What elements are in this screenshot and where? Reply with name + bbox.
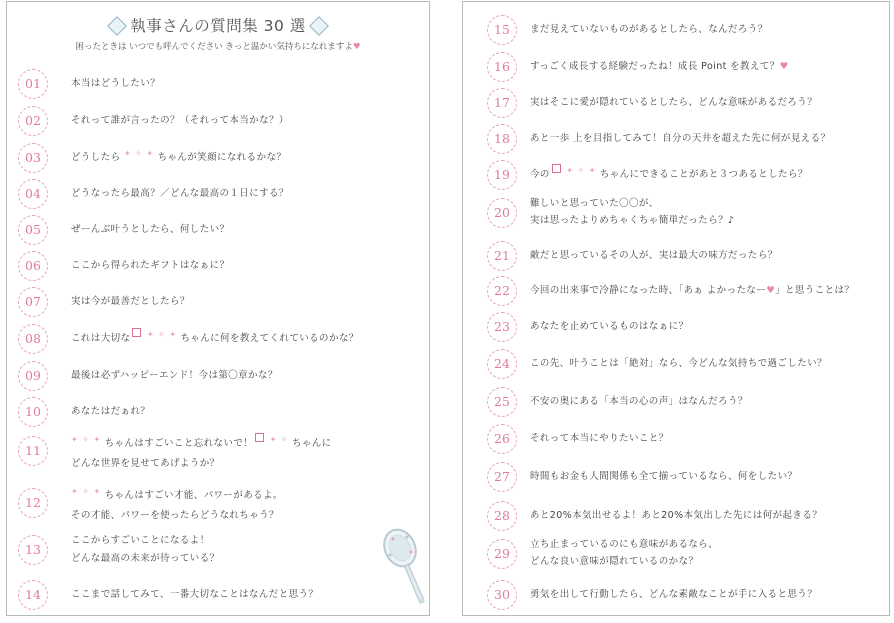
question-text-line2: どんな最高の未来が待っている？ — [71, 553, 220, 564]
question-text-post: ちゃんに — [291, 438, 332, 449]
question-text: あと一歩 上を目指してみて！自分の天井を超えた先に何が見える？ — [530, 133, 831, 144]
question-text-line1: 難しいと思っていた〇〇が、 — [530, 198, 659, 209]
question-text-pre: ちゃんはすごいこと忘れないで！ — [104, 438, 254, 449]
question-number: 12 — [18, 488, 48, 518]
gift-icon — [552, 164, 561, 173]
question-text: ここから得られたギフトはなぁに？ — [71, 260, 230, 271]
question-text: 実は今が最善だとしたら？ — [71, 296, 190, 307]
question-number: 01 — [18, 69, 48, 99]
question-text: それって本当にやりたいこと？ — [530, 433, 669, 444]
question-number: 08 — [18, 324, 48, 354]
diamond-icon — [309, 16, 329, 36]
question-text: 勇気を出して行動したら、どんな素敵なことが手に入ると思う？ — [530, 589, 818, 600]
heart-icon: ♥ — [352, 42, 361, 52]
question-number: 29 — [487, 539, 517, 569]
question-number: 25 — [487, 387, 517, 417]
sparkle-icon: ✦ ✧ ✦ — [566, 166, 597, 175]
question-text: ぜーんぶ叶うとしたら、何したい？ — [71, 224, 230, 235]
question-number: 19 — [487, 160, 517, 190]
question-number: 16 — [487, 52, 517, 82]
heart-icon: ♥ — [766, 285, 776, 296]
sparkle-icon: ✦ ✧ — [269, 435, 289, 444]
question-text-line2: 実は思ったよりめちゃくちゃ簡単だったら？♪ — [530, 215, 735, 226]
question-text-post: 」と思うことは？ — [775, 285, 855, 296]
question-text-post: ちゃんが笑顔になれるかな？ — [157, 152, 287, 163]
question-number: 14 — [18, 580, 48, 610]
gift-icon — [255, 433, 264, 442]
question-text: それって誰が言ったの？（それって本当かな？） — [71, 115, 289, 126]
question-text: まだ見えていないものがあるとしたら、なんだろう？ — [530, 24, 768, 35]
question-number: 11 — [18, 436, 48, 466]
question-text-post: ちゃんにできることがあと３つあるとしたら？ — [599, 169, 808, 180]
question-text-main: すっごく成長する経験だったね！成長 Point を教えて？ — [530, 61, 780, 72]
question-text — [71, 488, 283, 504]
question-number: 05 — [18, 215, 48, 245]
question-text-line2: どんな良い意味が隠れているのかな？ — [530, 556, 699, 567]
question-number: 27 — [487, 462, 517, 492]
question-text: 不安の奥にある「本当の心の声」はなんだろう？ — [530, 396, 748, 407]
question-number: 30 — [487, 580, 517, 610]
question-text-line2: どんな世界を見せてあげようか？ — [71, 458, 220, 469]
question-number: 26 — [487, 424, 517, 454]
question-number: 18 — [487, 124, 517, 154]
gift-icon — [132, 328, 141, 337]
question-text — [71, 331, 359, 347]
question-number: 10 — [18, 397, 48, 427]
question-number: 28 — [487, 501, 517, 531]
question-text: あなたはだぁれ？ — [71, 406, 151, 417]
sparkle-icon: ✦ ✧ ✦ — [146, 330, 178, 339]
question-text-post: ちゃんに何を教えてくれているのかな？ — [180, 333, 359, 344]
question-text — [530, 283, 854, 299]
question-text — [530, 59, 789, 75]
question-text-pre: どうしたら — [71, 152, 121, 163]
question-number: 24 — [487, 349, 517, 379]
question-text-line2: その才能、パワーを使ったらどうなれちゃう？ — [71, 510, 279, 521]
question-text-pre: これは大切な — [71, 333, 131, 344]
question-number: 02 — [18, 106, 48, 136]
question-number: 03 — [18, 143, 48, 173]
question-number: 09 — [18, 361, 48, 391]
question-number: 04 — [18, 179, 48, 209]
question-text: 敵だと思っているその人が、実は最大の味方だったら？ — [530, 250, 778, 261]
title-text: 執事さんの質問集 30 選 — [130, 17, 306, 35]
question-text-line1: 立ち止まっているのにも意味があるなら、 — [530, 539, 719, 550]
right-page — [462, 1, 890, 616]
question-text: 本当はどうしたい？ — [71, 78, 161, 89]
question-number: 15 — [487, 15, 517, 45]
question-text — [71, 150, 286, 166]
question-text-pre: 今の — [530, 169, 550, 180]
left-page — [6, 1, 430, 616]
question-text — [71, 436, 332, 452]
question-number: 07 — [18, 287, 48, 317]
question-text: 時間もお金も人間関係も全て揃っているなら、何をしたい？ — [530, 471, 798, 482]
question-number: 13 — [18, 535, 48, 565]
question-text: ここまで話してみて、一番大切なことはなんだと思う？ — [71, 589, 319, 600]
question-text: この先、叶うことは「絶対」なら、今どんな気持ちで過ごしたい？ — [530, 358, 827, 369]
question-text: あと20%本気出せるよ！あと20%本気出した先には何が起きる？ — [530, 510, 823, 521]
sparkle-icon: ✦ ✧ ✦ — [71, 435, 102, 444]
question-text: 最後は必ずハッピーエンド！今は第〇章かな？ — [71, 370, 278, 381]
subtitle-text: 困ったときは いつでも呼んでください きっと温かい気持ちになれますよ — [75, 42, 353, 52]
question-text — [530, 167, 808, 183]
question-text: どうなったら最高？／どんな最高の１日にする？ — [71, 188, 289, 199]
question-number: 06 — [18, 251, 48, 281]
question-text: あなたを止めているものはなぁに？ — [530, 321, 689, 332]
question-number: 20 — [487, 198, 517, 228]
heart-icon: ♥ — [779, 61, 789, 72]
question-number: 23 — [487, 312, 517, 342]
subtitle — [7, 40, 429, 52]
hand-mirror-icon — [380, 524, 430, 606]
question-text-pre: 今回の出来事で冷静になった時、「あぁ よかったなー — [530, 285, 767, 296]
question-number: 21 — [487, 241, 517, 271]
question-text-line1: ここからすごいことになるよ！ — [71, 535, 210, 546]
sparkle-icon: ✦ ✧ ✦ — [71, 487, 102, 496]
question-text-pre: ちゃんはすごい才能、パワーがあるよ。 — [104, 490, 283, 501]
diamond-icon — [107, 16, 127, 36]
page-title — [7, 14, 429, 36]
sparkle-icon: ✦ ✧ ✦ — [123, 149, 155, 158]
question-number: 22 — [487, 276, 517, 306]
question-text: 実はそこに愛が隠れているとしたら、どんな意味があるだろう？ — [530, 97, 818, 108]
question-number: 17 — [487, 88, 517, 118]
